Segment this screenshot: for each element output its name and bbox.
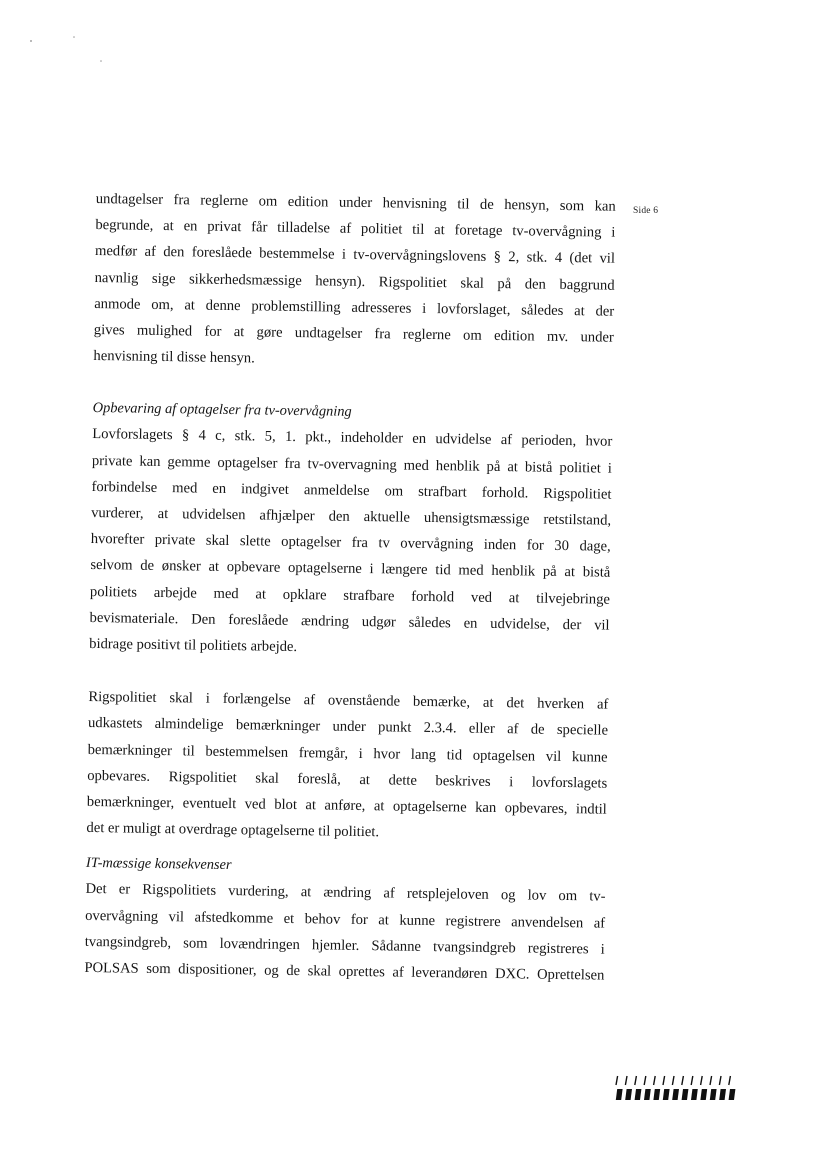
barcode-bar-bottom — [719, 1089, 726, 1100]
text-line: politiets arbejde med at opklare strafbare forhold ved at tilvejebringe — [89, 583, 611, 608]
text-line: Det er Rigspolitiets vurdering, at ændring af retsplejeloven og lov om tv- — [85, 881, 606, 906]
barcode-bar-bottom — [653, 1089, 660, 1100]
paragraph-edition — [93, 186, 616, 377]
barcode-bar-top — [729, 1076, 731, 1085]
text-line: selvom de ønsker at opbevare optagelserne i længere tid med henblik på at bistå — [90, 557, 611, 582]
barcode-bar-bottom — [700, 1089, 707, 1100]
section-heading-it: IT-mæssige konsekvenser — [85, 855, 232, 874]
text-line: bidrage positivt til politiets arbejde. — [89, 635, 298, 656]
text-line: Rigspolitiet skal i forlængelse af ovenstående bemærke, at det hverken af — [88, 689, 609, 713]
paragraph-it-1 — [84, 876, 605, 989]
barcode-bar-top — [625, 1076, 627, 1085]
text-line: henvisning til disse hensyn. — [93, 348, 255, 367]
barcode-bar-bottom — [682, 1089, 689, 1100]
paragraph-storage-2 — [86, 684, 608, 849]
barcode-bar-top — [654, 1076, 656, 1085]
barcode-bar-top — [682, 1076, 684, 1085]
text-line: det er muligt at overdrage optagelserne til politiet. — [86, 820, 380, 841]
text-line: private kan gemme optagelser fra tv-overvagning med henblik på at bistå politiet i — [91, 452, 612, 477]
barcode-bar-top — [616, 1076, 618, 1085]
barcode-bar-bottom — [616, 1089, 623, 1100]
barcode-bar-top — [635, 1076, 637, 1085]
barcode-bar-bottom — [635, 1089, 642, 1100]
barcode-bar-top — [672, 1076, 674, 1085]
text-line: bemærkninger til bestemmelsen fremgår, i hvor lang tid optagelsen vil kunne — [87, 741, 608, 766]
text-line: vurderer, at udvidelsen afhjælper den aktuelle uhensigtsmæssige retstilstand, — [91, 504, 612, 529]
text-line: forbindelse med en indgivet anmeldelse om strafbart forhold. Rigspolitiet — [91, 478, 612, 503]
text-line: opbevares. Rigspolitiet skal foreslå, at dette beskrives i lovforslagets — [87, 767, 608, 792]
text-line: tvangsindgreb, som lovændringen hjemler. Sådanne tvangsindgreb registreres i — [84, 933, 605, 958]
barcode-bar-bottom — [672, 1089, 679, 1100]
text-line: Lovforslagets § 4 c, stk. 5, 1. pkt., indeholder en udvidelse af perioden, hvor — [92, 426, 613, 451]
barcode-bar-top — [663, 1076, 665, 1085]
barcode-bar-top — [719, 1076, 721, 1085]
barcode-bar-bottom — [691, 1089, 698, 1100]
text-line: medfør af den foreslåede bestemmelse i tv-overvågningslovens § 2, stk. 4 (det vil — [94, 243, 616, 268]
page-number: Side 6 — [633, 206, 659, 216]
text-line: bevismateriale. Den foreslåede ændring udgør således en udvidelse, der vil — [89, 609, 610, 634]
barcode-bar-top — [701, 1076, 703, 1085]
text-line: hvorefter private skal slette optagelser fra tv overvågning inden for 30 dage, — [90, 531, 611, 555]
barcode-bar-top — [644, 1076, 646, 1085]
text-line: begrunde, at en privat får tilladelse af politiet til at foretage tv-overvågning i — [95, 217, 616, 241]
text-line: navnlig sige sikkerhedsmæssige hensyn). Rigspolitiet skal på den baggrund — [94, 269, 615, 294]
text-line: gives mulighed for at gøre undtagelser fra reglerne om edition mv. under — [93, 322, 614, 346]
letter-body — [84, 186, 616, 989]
text-line: overvågning vil afstedkomme et behov for at kunne registrere anvendelsen af — [85, 907, 606, 932]
barcode-bar-top — [710, 1076, 712, 1085]
text-line: bemærkninger, eventuelt ved blot at anføre, at optagelserne kan opbevares, indtil — [86, 793, 607, 818]
text-line: anmode om, at denne problemstilling adresseres i lovforslaget, således at der — [94, 295, 615, 320]
barcode-bar-bottom — [729, 1089, 736, 1100]
barcode-bar-bottom — [644, 1089, 651, 1100]
paragraph-storage-1 — [89, 421, 612, 665]
scan-speck-marks — [0, 0, 140, 80]
text-line: undtagelser fra reglerne om edition under henvisning til de hensyn, som kan — [95, 190, 616, 215]
barcode-bar-bottom — [710, 1089, 717, 1100]
text-line: udkastets almindelige bemærkninger under punkt 2.3.4. eller af de specielle — [87, 715, 609, 740]
barcode-bar-top — [691, 1076, 693, 1085]
text-line: POLSAS som dispositioner, og de skal oprettes af leverandøren DXC. Oprettelsen — [84, 959, 605, 984]
section-heading-storage: Opbevaring af optagelser fra tv-overvågning — [92, 400, 352, 421]
barcode-mark — [614, 1074, 740, 1102]
barcode-bar-bottom — [663, 1089, 670, 1100]
barcode-bar-bottom — [625, 1089, 632, 1100]
